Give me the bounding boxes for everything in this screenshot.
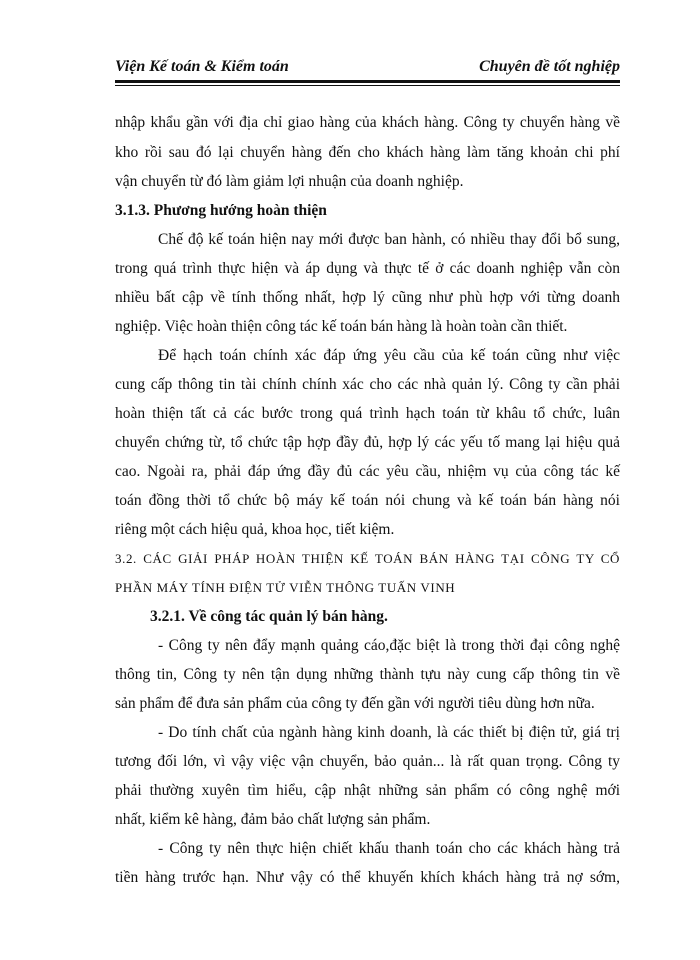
text-line: toán đồng thời tổ chức bộ máy kế toán nói chung và kế toán bán hàng nói [115, 492, 620, 509]
text-line: Chế độ kế toán hiện nay mới được ban hành, có nhiều thay đổi bổ sung, [158, 231, 620, 248]
section-heading-3-2-cont: PHẦN MÁY TÍNH ĐIỆN TỬ VIỄN THÔNG TUẤN VINH [115, 580, 456, 595]
text-line: thông tin, Công ty nên tận dụng những thành tựu này cung cấp thông tin về [115, 666, 620, 683]
text-line: trong quá trình thực hiện và áp dụng và thực tế ở các doanh nghiệp vẫn còn [115, 260, 620, 277]
text-line: hoàn thiện tất cả các bước trong quá trình hạch toán từ khâu tổ chức, luân [115, 405, 620, 422]
text-line: nhiều bất cập về tính thống nhất, hợp lý cũng như phù hợp với từng doanh [115, 289, 620, 306]
text-line: cung cấp thông tin tài chính chính xác cho các nhà quản lý. Công ty cần phải [115, 376, 620, 393]
text-line: Để hạch toán chính xác đáp ứng yêu cầu của kế toán cũng như việc [158, 347, 620, 364]
header-rule-thin [115, 85, 620, 86]
section-heading-3-1-3: 3.1.3. Phương hướng hoàn thiện [115, 202, 327, 219]
header-rule-thick [115, 80, 620, 83]
text-line: - Công ty nên đẩy mạnh quảng cáo,đặc biệt là trong thời đại công nghệ [158, 637, 620, 654]
text-line: riêng một cách hiệu quả, khoa học, tiết kiệm. [115, 521, 395, 538]
text-line: phải thường xuyên tìm hiểu, cập nhật những sản phẩm có công nghệ mới [115, 782, 620, 799]
text-line: cao. Ngoài ra, phải đáp ứng đầy đủ các yêu cầu, nhiệm vụ của công tác kế [115, 463, 620, 480]
page-header [115, 58, 620, 80]
header-title: Chuyên đề tốt nghiệp [479, 58, 620, 75]
text-line: tương đối lớn, vì vậy việc vận chuyển, bảo quản... là rất quan trọng. Công ty [115, 753, 620, 770]
text-line: vận chuyển từ đó làm giảm lợi nhuận của doanh nghiệp. [115, 173, 464, 190]
text-line: - Do tính chất của ngành hàng kinh doanh, là các thiết bị điện tử, giá trị [158, 724, 620, 741]
text-line: kho rồi sau đó lại chuyển hàng đến cho khách hàng làm tăng khoản chi phí [115, 144, 620, 161]
text-line: - Công ty nên thực hiện chiết khấu thanh toán cho các khách hàng trả [158, 840, 620, 857]
section-heading-3-2: 3.2. CÁC GIẢI PHÁP HOÀN THIỆN KẾ TOÁN BÁN HÀNG TẠI CÔNG TY CỔ [115, 551, 620, 566]
text-line: nhất, kiểm kê hàng, đảm bảo chất lượng sản phẩm. [115, 811, 431, 828]
section-heading-3-2-1: 3.2.1. Về công tác quản lý bán hàng. [150, 608, 388, 625]
text-line: nhập khẩu gần với địa chỉ giao hàng của khách hàng. Công ty chuyển hàng về [115, 114, 620, 131]
header-institute: Viện Kế toán & Kiểm toán [115, 58, 289, 75]
text-line: chuyển chứng từ, tổ chức tập hợp đầy đủ, hợp lý các yếu tố mang lại hiệu quả [115, 434, 620, 451]
text-line: tiền hàng trước hạn. Như vậy có thể khuyến khích khách hàng trả nợ sớm, [115, 869, 620, 886]
text-line: nghiệp. Việc hoàn thiện công tác kế toán bán hàng là hoàn toàn cần thiết. [115, 318, 568, 335]
text-line: sản phẩm để đưa sản phẩm của công ty đến gần với người tiêu dùng hơn nữa. [115, 695, 595, 712]
